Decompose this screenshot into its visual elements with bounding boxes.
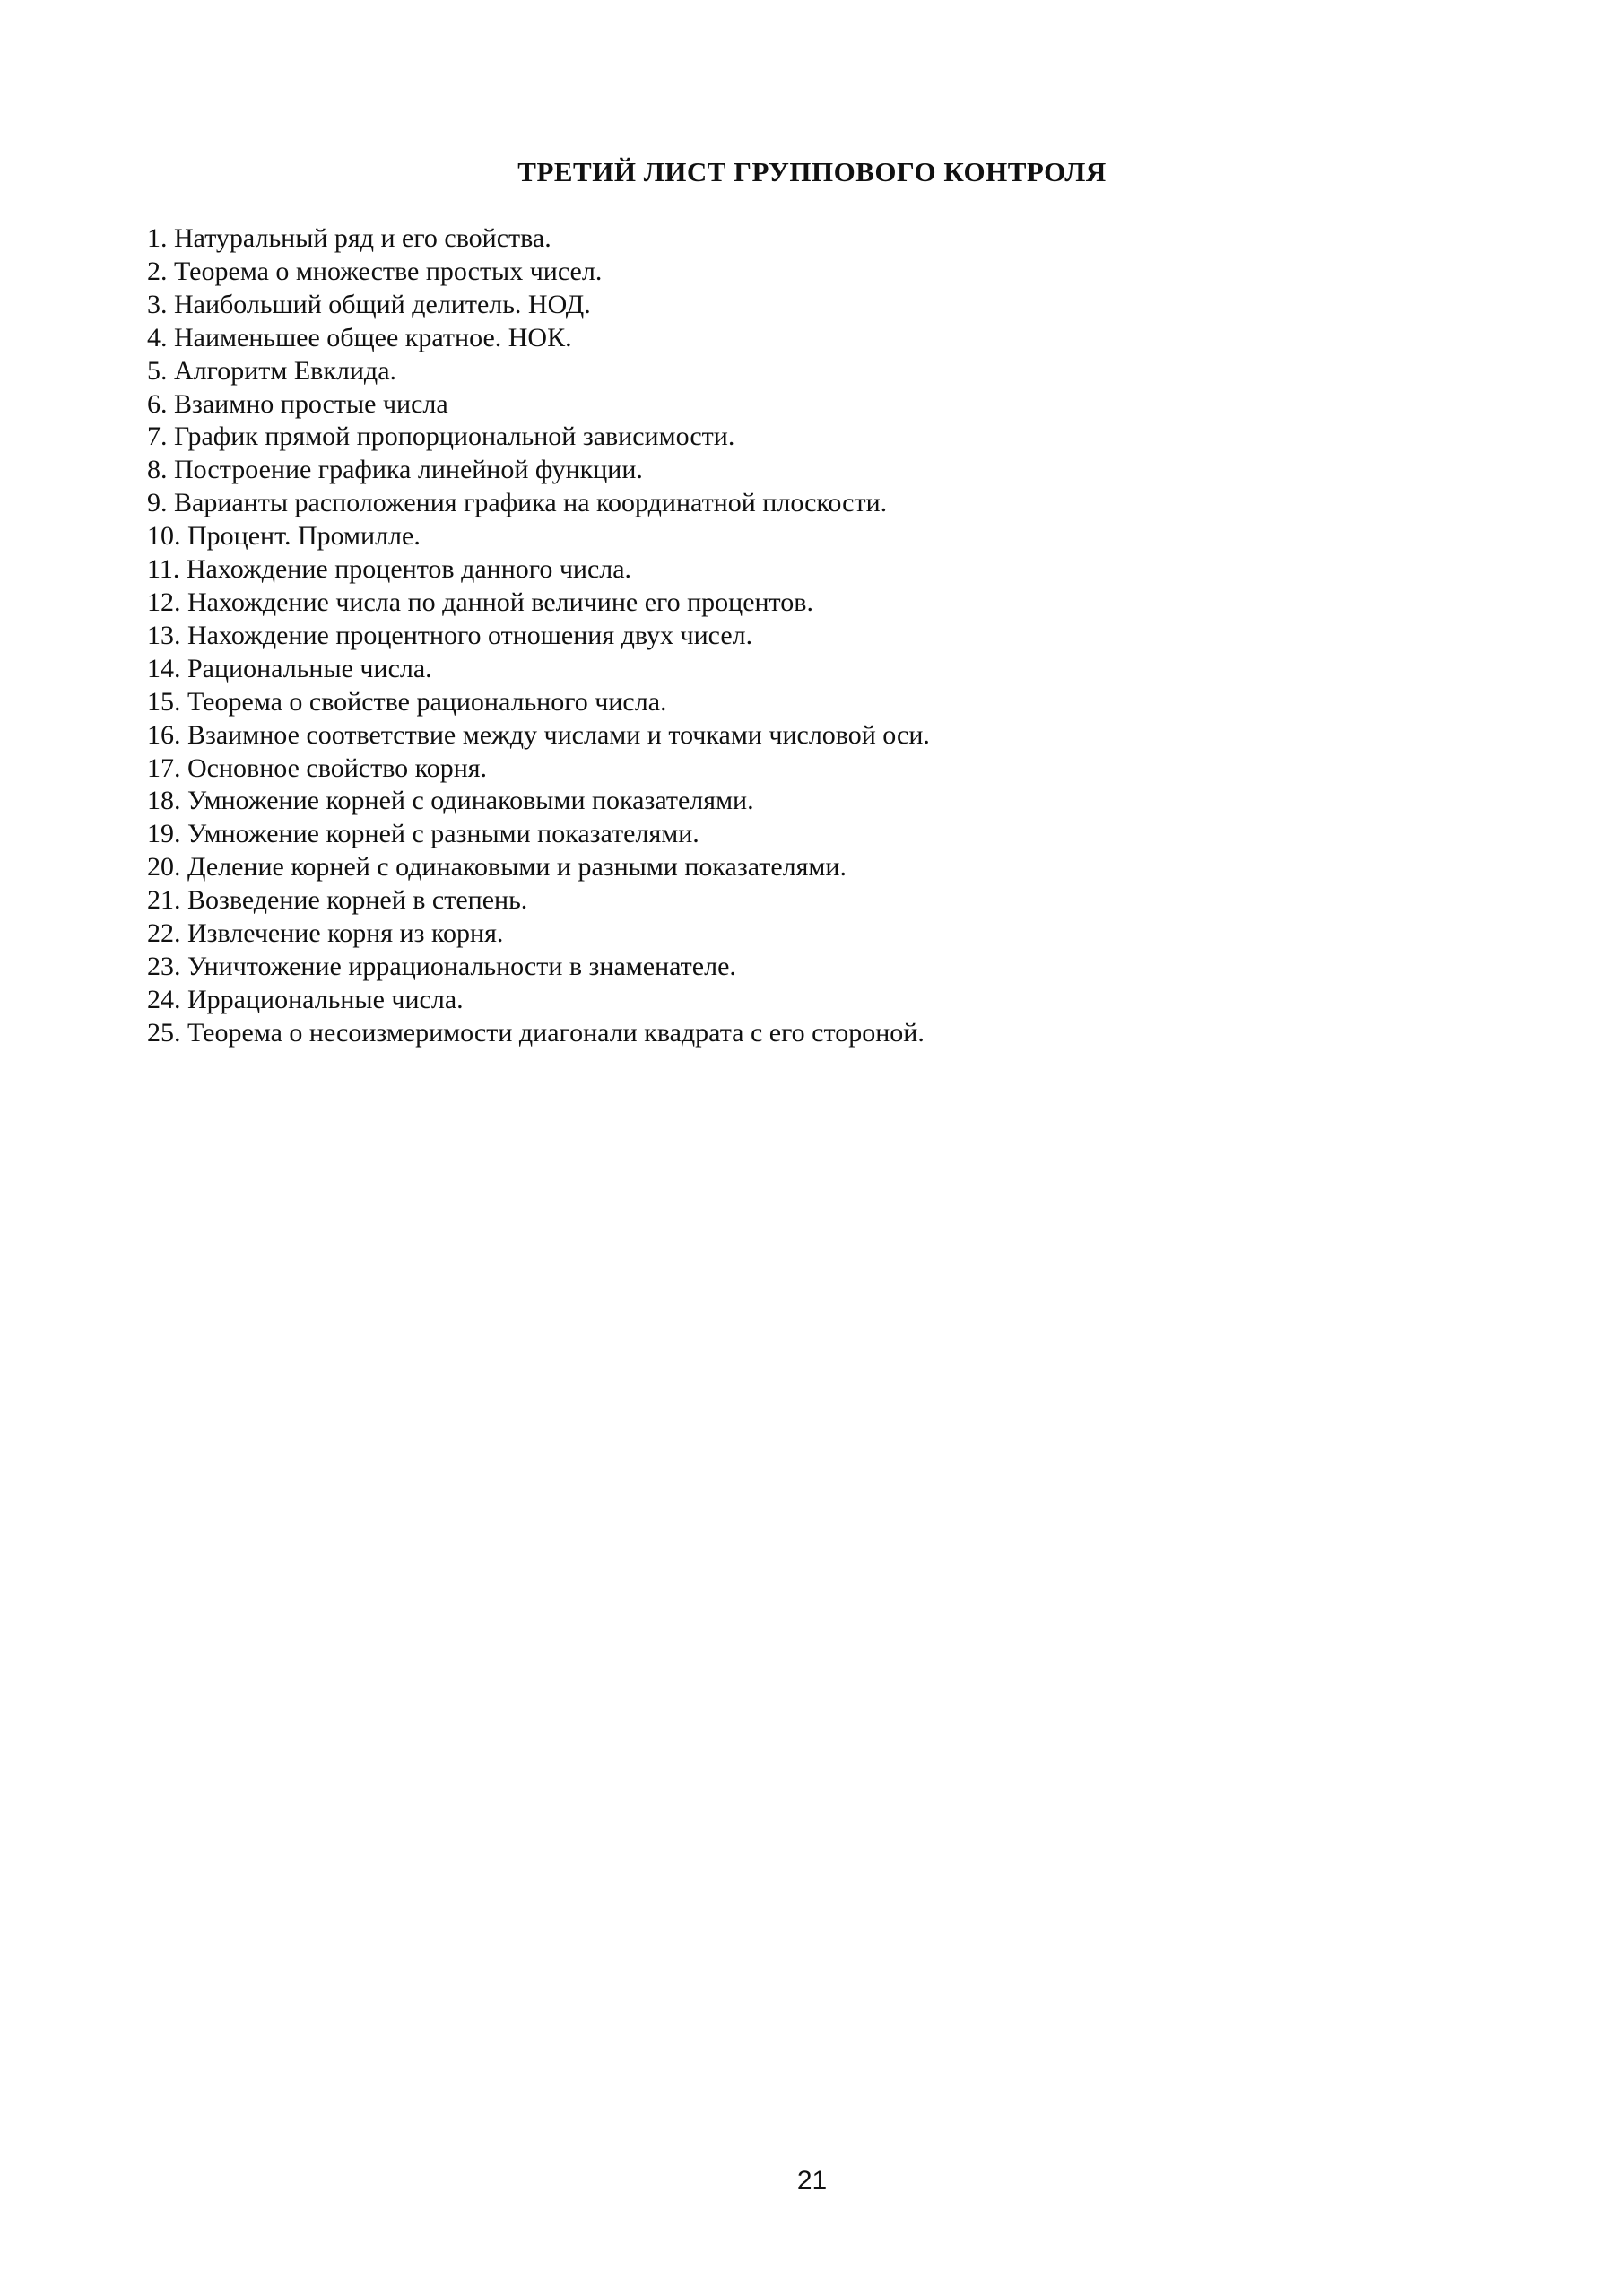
list-item: 21. Возведение корней в степень. xyxy=(147,885,528,916)
list-item: 25. Теорема о несоизмеримости диагонали квадрата с его стороной. xyxy=(147,1017,925,1048)
list-item: 7. График прямой пропорциональной зависимости. xyxy=(147,422,735,452)
list-item: 4. Наименьшее общее кратное. НОК. xyxy=(147,322,572,352)
list-item: 9. Варианты расположения графика на координатной плоскости. xyxy=(147,488,888,518)
list-item: 5. Алгоритм Евклида. xyxy=(147,355,397,386)
page-title: ТРЕТИЙ ЛИСТ ГРУППОВОГО КОНТРОЛЯ xyxy=(517,156,1107,187)
list-item: 11. Нахождение процентов данного числа. xyxy=(147,554,632,585)
list-item: 14. Рациональные числа. xyxy=(147,653,432,683)
list-item: 2. Теорема о множестве простых чисел. xyxy=(147,256,603,286)
list-item: 18. Умножение корней с одинаковыми показателями. xyxy=(147,786,754,816)
page-number: 21 xyxy=(796,2166,828,2196)
list-item: 1. Натуральный ряд и его свойства. xyxy=(147,223,551,253)
list-item: 8. Построение графика линейной функции. xyxy=(147,455,643,485)
list-item: 15. Теорема о свойстве рационального числа. xyxy=(147,686,667,717)
list-item: 16. Взаимное соответствие между числами и точками числовой оси. xyxy=(147,719,930,750)
list-item: 13. Нахождение процентного отношения двух чисел. xyxy=(147,620,753,650)
list-item: 12. Нахождение числа по данной величине его процентов. xyxy=(147,587,813,617)
list-item: 3. Наибольший общий делитель. НОД. xyxy=(147,289,591,319)
list-item: 23. Уничтожение иррациональности в знаменателе. xyxy=(147,951,736,981)
list-item: 20. Деление корней с одинаковыми и разными показателями. xyxy=(147,852,847,883)
list-item: 6. Взаимно простые числа xyxy=(147,388,448,419)
topic-list xyxy=(147,222,930,1050)
list-item: 10. Процент. Промилле. xyxy=(147,521,421,552)
list-item: 19. Умножение корней с разными показателями. xyxy=(147,819,699,849)
list-item: 17. Основное свойство корня. xyxy=(147,752,488,783)
list-item: 22. Извлечение корня из корня. xyxy=(147,918,504,949)
list-item: 24. Иррациональные числа. xyxy=(147,984,464,1014)
